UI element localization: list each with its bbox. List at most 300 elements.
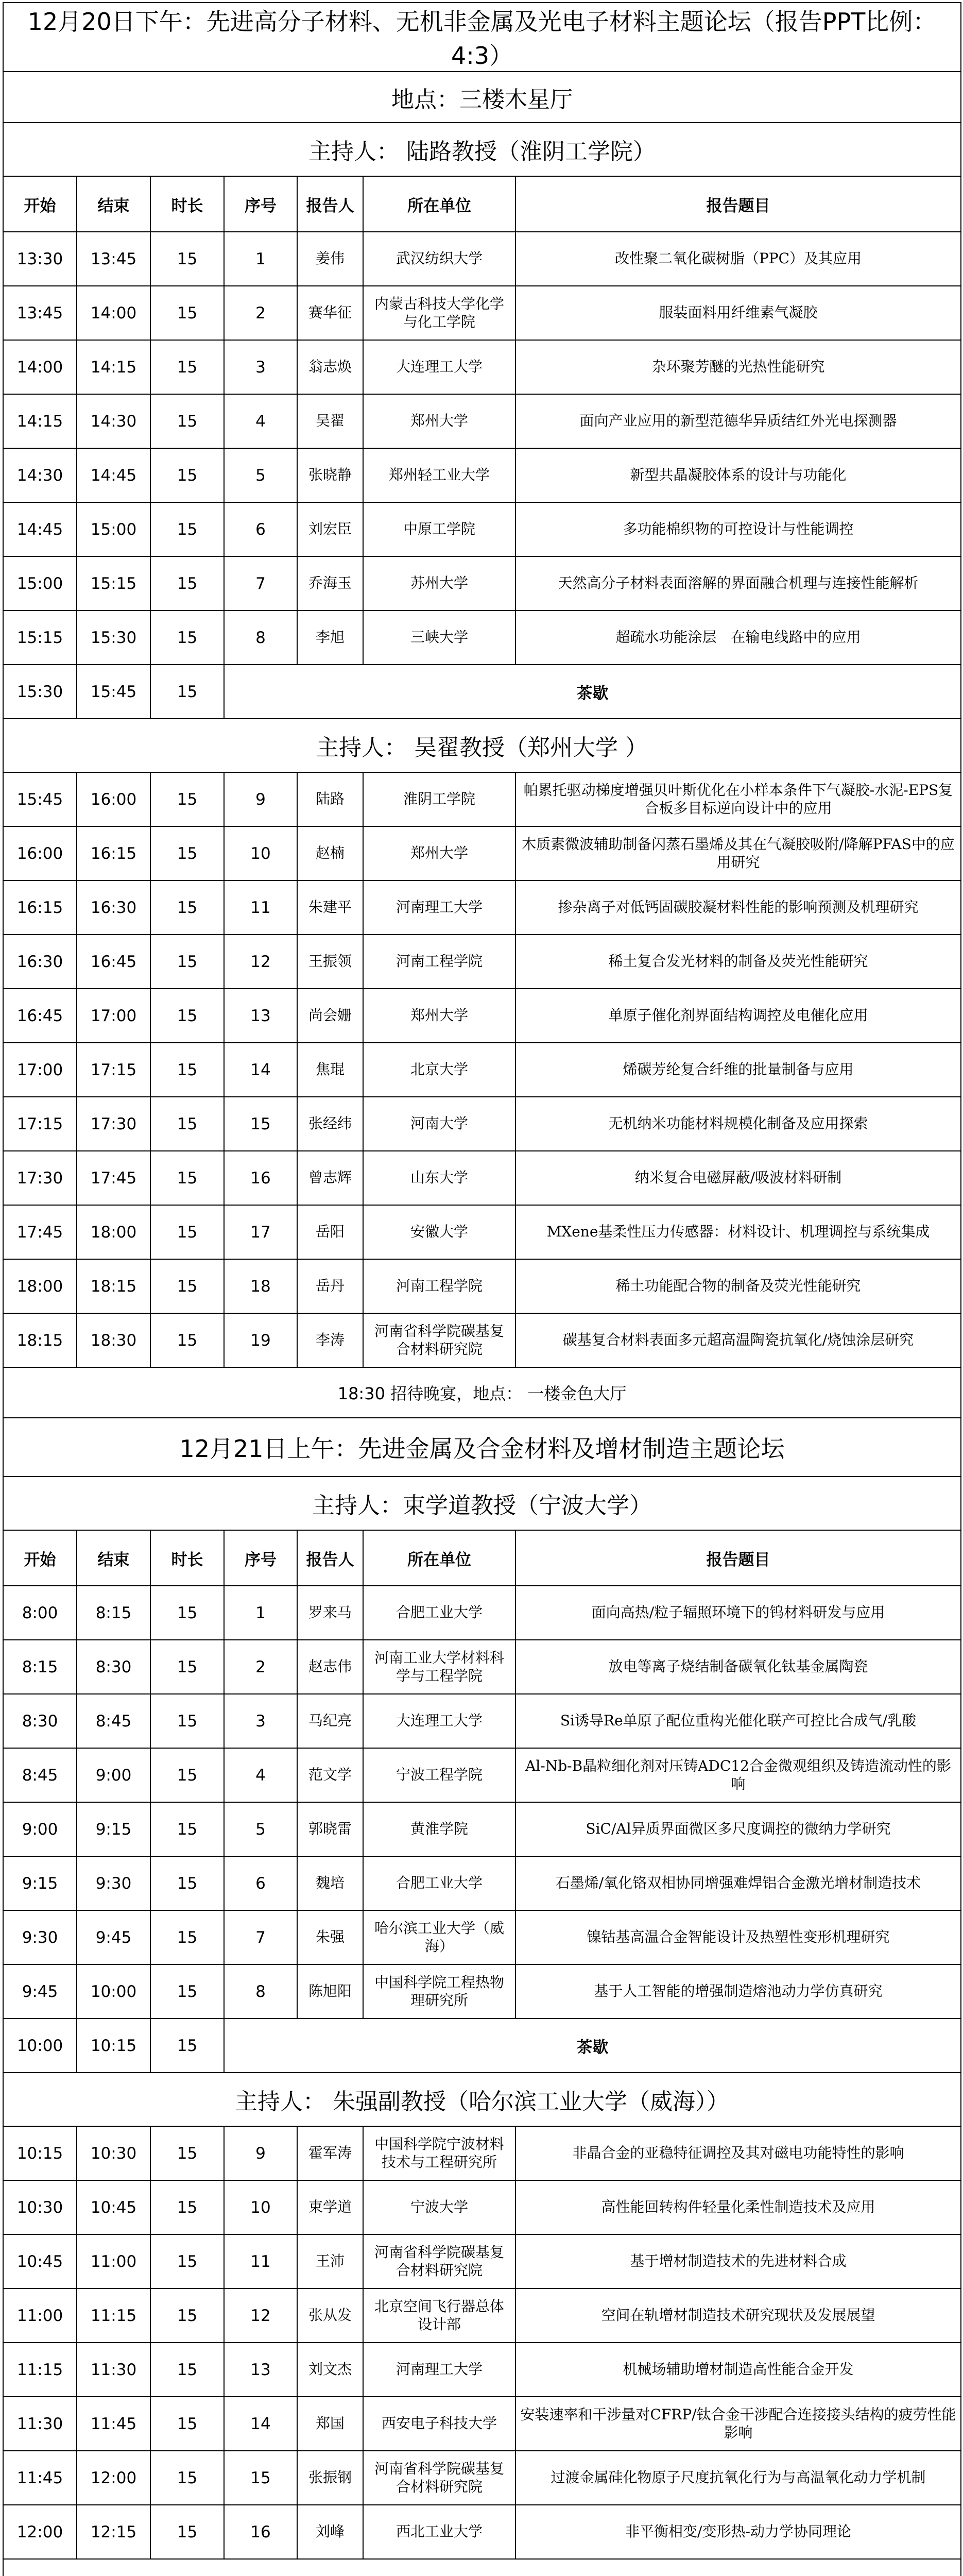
speaker-name: 陈旭阳 — [297, 1964, 363, 2019]
speaker-name: 李旭 — [297, 611, 363, 665]
talk-topic: 非晶合金的亚稳特征调控及其对磁电功能特性的影响 — [515, 2126, 961, 2180]
talk-number: 5 — [224, 1802, 297, 1856]
start-time: 14:30 — [3, 448, 77, 502]
table-row — [3, 1640, 961, 1694]
duration: 15 — [150, 1151, 224, 1205]
start-time: 14:45 — [3, 502, 77, 556]
speaker-name: 吴翟 — [297, 394, 363, 448]
duration: 15 — [150, 2289, 224, 2343]
break-row — [3, 2019, 961, 2073]
column-header-end: 结束 — [77, 176, 150, 232]
organization: 武汉纺织大学 — [363, 232, 515, 286]
speaker-name: 王沛 — [297, 2234, 363, 2289]
talk-topic: 稀土功能配合物的制备及荧光性能研究 — [515, 1259, 961, 1313]
start-time: 17:15 — [3, 1097, 77, 1151]
speaker-name: 郭晓雷 — [297, 1802, 363, 1856]
talk-topic: 碳基复合材料表面多元超高温陶瓷抗氧化/烧蚀涂层研究 — [515, 1313, 961, 1367]
speaker-name: 翁志焕 — [297, 340, 363, 394]
talk-topic: 面向高热/粒子辐照环境下的钨材料研发与应用 — [515, 1586, 961, 1640]
column-header-topic: 报告题目 — [515, 1530, 961, 1586]
speaker-name: 束学道 — [297, 2180, 363, 2234]
talk-topic: 纳米复合电磁屏蔽/吸波材料研制 — [515, 1151, 961, 1205]
end-time: 14:30 — [77, 394, 150, 448]
organization: 河南工程学院 — [363, 935, 515, 989]
duration: 15 — [150, 1802, 224, 1856]
speaker-name: 朱强 — [297, 1910, 363, 1964]
speaker-name: 焦琨 — [297, 1043, 363, 1097]
end-time: 9:45 — [77, 1910, 150, 1964]
end-time: 11:00 — [77, 2234, 150, 2289]
organization: 淮阴工学院 — [363, 772, 515, 826]
start-time: 13:45 — [3, 286, 77, 340]
talk-number: 15 — [224, 2451, 297, 2505]
forum-title: 12月20日下午：先进高分子材料、无机非金属及光电子材料主题论坛（报告PPT比例：4:3） — [3, 3, 961, 72]
organization: 三峡大学 — [363, 611, 515, 665]
talk-number: 10 — [224, 2180, 297, 2234]
speaker-name: 刘宏臣 — [297, 502, 363, 556]
speaker-name: 陆路 — [297, 772, 363, 826]
column-header-row — [3, 1530, 961, 1586]
duration: 15 — [150, 935, 224, 989]
column-header-speaker: 报告人 — [297, 176, 363, 232]
talk-topic: 杂环聚芳醚的光热性能研究 — [515, 340, 961, 394]
organization: 合肥工业大学 — [363, 1856, 515, 1910]
duration: 15 — [150, 880, 224, 935]
table-row — [3, 611, 961, 665]
end-time: 8:30 — [77, 1640, 150, 1694]
speaker-name: 赵楠 — [297, 826, 363, 880]
talk-topic: 安装速率和干涉量对CFRP/钛合金干涉配合连接接头结构的疲劳性能影响 — [515, 2397, 961, 2451]
talk-number: 6 — [224, 502, 297, 556]
break-row — [3, 665, 961, 719]
table-row — [3, 989, 961, 1043]
talk-number: 10 — [224, 826, 297, 880]
speaker-name: 魏培 — [297, 1856, 363, 1910]
organization: 中国科学院宁波材料技术与工程研究所 — [363, 2126, 515, 2180]
organization: 河南省科学院碳基复合材料研究院 — [363, 2451, 515, 2505]
talk-topic: 放电等离子烧结制备碳氧化钛基金属陶瓷 — [515, 1640, 961, 1694]
talk-number: 11 — [224, 880, 297, 935]
duration: 15 — [150, 2019, 224, 2073]
duration: 15 — [150, 286, 224, 340]
end-time: 8:45 — [77, 1694, 150, 1748]
table-row — [3, 1964, 961, 2019]
start-time: 9:00 — [3, 1802, 77, 1856]
table-row — [3, 2234, 961, 2289]
talk-topic: 帕累托驱动梯度增强贝叶斯优化在小样本条件下气凝胶-水泥-EPS复合板多目标逆向设计中的应用 — [515, 772, 961, 826]
start-time: 15:00 — [3, 556, 77, 611]
end-time: 17:00 — [77, 989, 150, 1043]
duration: 15 — [150, 2234, 224, 2289]
session-host: 主持人： 朱强副教授（哈尔滨工业大学（威海）） — [3, 2073, 961, 2126]
start-time: 16:30 — [3, 935, 77, 989]
column-header-organization: 所在单位 — [363, 176, 515, 232]
start-time: 9:45 — [3, 1964, 77, 2019]
speaker-name: 岳阳 — [297, 1205, 363, 1259]
duration: 15 — [150, 1259, 224, 1313]
talk-topic: 木质素微波辅助制备闪蒸石墨烯及其在气凝胶吸附/降解PFAS中的应用研究 — [515, 826, 961, 880]
end-time: 16:45 — [77, 935, 150, 989]
duration: 15 — [150, 1910, 224, 1964]
speaker-name: 张晓静 — [297, 448, 363, 502]
start-time: 17:00 — [3, 1043, 77, 1097]
end-time: 18:00 — [77, 1205, 150, 1259]
table-row — [3, 1151, 961, 1205]
talk-topic: 非平衡相变/变形热-动力学协同理论 — [515, 2505, 961, 2559]
duration: 15 — [150, 1748, 224, 1802]
organization: 河南省科学院碳基复合材料研究院 — [363, 1313, 515, 1367]
start-time: 15:45 — [3, 772, 77, 826]
speaker-name: 张振钢 — [297, 2451, 363, 2505]
start-time: 17:45 — [3, 1205, 77, 1259]
organization: 郑州大学 — [363, 826, 515, 880]
duration: 15 — [150, 2451, 224, 2505]
organization: 河南省科学院碳基复合材料研究院 — [363, 2234, 515, 2289]
talk-number: 3 — [224, 1694, 297, 1748]
session-host: 主持人： 陆路教授（淮阴工学院） — [3, 123, 961, 176]
organization: 郑州轻工业大学 — [363, 448, 515, 502]
table-row — [3, 2397, 961, 2451]
table-row — [3, 2180, 961, 2234]
talk-topic: 掺杂离子对低钙固碳胶凝材料性能的影响预测及机理研究 — [515, 880, 961, 935]
table-row — [3, 2126, 961, 2180]
duration: 15 — [150, 665, 224, 719]
end-time: 15:15 — [77, 556, 150, 611]
start-time: 16:45 — [3, 989, 77, 1043]
duration: 15 — [150, 1205, 224, 1259]
end-time: 10:15 — [77, 2019, 150, 2073]
column-header-duration: 时长 — [150, 176, 224, 232]
start-time: 18:00 — [3, 1259, 77, 1313]
talk-topic: 机械场辅助增材制造高性能合金开发 — [515, 2343, 961, 2397]
talk-number: 13 — [224, 2343, 297, 2397]
speaker-name: 张经纬 — [297, 1097, 363, 1151]
table-row — [3, 935, 961, 989]
column-header-start: 开始 — [3, 1530, 77, 1586]
start-time: 14:00 — [3, 340, 77, 394]
table-row — [3, 394, 961, 448]
talk-number: 8 — [224, 611, 297, 665]
duration: 15 — [150, 2343, 224, 2397]
table-row — [3, 2505, 961, 2559]
column-header-number: 序号 — [224, 1530, 297, 1586]
talk-number: 16 — [224, 1151, 297, 1205]
table-row — [3, 2343, 961, 2397]
tea-break-label: 茶歇 — [224, 2019, 961, 2073]
organization: 郑州大学 — [363, 989, 515, 1043]
talk-number: 12 — [224, 935, 297, 989]
start-time: 10:15 — [3, 2126, 77, 2180]
session-host-row — [3, 1477, 961, 1530]
end-time: 11:30 — [77, 2343, 150, 2397]
start-time: 16:15 — [3, 880, 77, 935]
duration: 15 — [150, 340, 224, 394]
talk-number: 14 — [224, 2397, 297, 2451]
end-time: 16:00 — [77, 772, 150, 826]
talk-number: 1 — [224, 1586, 297, 1640]
start-time: 11:15 — [3, 2343, 77, 2397]
duration: 15 — [150, 2397, 224, 2451]
duration: 15 — [150, 1586, 224, 1640]
talk-number: 9 — [224, 772, 297, 826]
duration: 15 — [150, 2126, 224, 2180]
start-time: 8:30 — [3, 1694, 77, 1748]
talk-number: 17 — [224, 1205, 297, 1259]
table-row — [3, 826, 961, 880]
duration: 15 — [150, 2180, 224, 2234]
talk-topic: 新型共晶凝胶体系的设计与功能化 — [515, 448, 961, 502]
end-time: 8:15 — [77, 1586, 150, 1640]
table-row — [3, 772, 961, 826]
column-header-number: 序号 — [224, 176, 297, 232]
talk-topic: 服装面料用纤维素气凝胶 — [515, 286, 961, 340]
talk-number: 19 — [224, 1313, 297, 1367]
duration: 15 — [150, 1856, 224, 1910]
table-row — [3, 880, 961, 935]
end-time: 10:45 — [77, 2180, 150, 2234]
start-time: 14:15 — [3, 394, 77, 448]
end-time: 10:30 — [77, 2126, 150, 2180]
organization: 河南理工大学 — [363, 880, 515, 935]
duration: 15 — [150, 611, 224, 665]
session-host-row — [3, 123, 961, 176]
organization: 河南理工大学 — [363, 2343, 515, 2397]
start-time: 9:15 — [3, 1856, 77, 1910]
end-time: 17:15 — [77, 1043, 150, 1097]
column-header-topic: 报告题目 — [515, 176, 961, 232]
speaker-name: 王振领 — [297, 935, 363, 989]
end-time: 14:00 — [77, 286, 150, 340]
end-time: 12:15 — [77, 2505, 150, 2559]
end-time: 11:45 — [77, 2397, 150, 2451]
start-time: 8:00 — [3, 1586, 77, 1640]
end-time: 15:00 — [77, 502, 150, 556]
end-time: 14:45 — [77, 448, 150, 502]
speaker-name: 罗来马 — [297, 1586, 363, 1640]
talk-topic: Si诱导Re单原子配位重构光催化联产可控比合成气/乳酸 — [515, 1694, 961, 1748]
start-time: 11:45 — [3, 2451, 77, 2505]
duration: 15 — [150, 1640, 224, 1694]
table-row — [3, 448, 961, 502]
talk-number: 8 — [224, 1964, 297, 2019]
column-header-duration: 时长 — [150, 1530, 224, 1586]
table-row — [3, 502, 961, 556]
speaker-name: 尚会姗 — [297, 989, 363, 1043]
table-row — [3, 1313, 961, 1367]
duration: 15 — [150, 772, 224, 826]
duration: 15 — [150, 1313, 224, 1367]
talk-number: 7 — [224, 556, 297, 611]
dinner-note: 18:30 招待晚宴，地点： 一楼金色大厅 — [3, 1367, 961, 1418]
start-time: 9:30 — [3, 1910, 77, 1964]
session-host-row — [3, 719, 961, 772]
table-row — [3, 1205, 961, 1259]
end-time: 11:15 — [77, 2289, 150, 2343]
organization: 西安电子科技大学 — [363, 2397, 515, 2451]
duration: 15 — [150, 1043, 224, 1097]
session-host: 主持人：束学道教授（宁波大学） — [3, 1477, 961, 1530]
forum-title: 12月21日上午：先进金属及合金材料及增材制造主题论坛 — [3, 1418, 961, 1477]
talk-number: 1 — [224, 232, 297, 286]
speaker-name: 刘文杰 — [297, 2343, 363, 2397]
talk-number: 2 — [224, 1640, 297, 1694]
organization: 宁波工程学院 — [363, 1748, 515, 1802]
duration: 15 — [150, 394, 224, 448]
dinner-note-row — [3, 1367, 961, 1418]
organization: 西北工业大学 — [363, 2505, 515, 2559]
end-time: 12:00 — [77, 2451, 150, 2505]
start-time: 8:15 — [3, 1640, 77, 1694]
talk-number: 3 — [224, 340, 297, 394]
talk-topic: 空间在轨增材制造技术研究现状及发展展望 — [515, 2289, 961, 2343]
talk-number: 7 — [224, 1910, 297, 1964]
organization: 中国科学院工程热物理研究所 — [363, 1964, 515, 2019]
talk-topic: SiC/Al异质界面微区多尺度调控的微纳力学研究 — [515, 1802, 961, 1856]
organization: 河南工业大学材料科学与工程学院 — [363, 1640, 515, 1694]
duration: 15 — [150, 1964, 224, 2019]
end-time: 16:30 — [77, 880, 150, 935]
start-time: 16:00 — [3, 826, 77, 880]
session-host-row — [3, 2073, 961, 2126]
session-host: 主持人： 吴翟教授（郑州大学 ） — [3, 719, 961, 772]
end-time: 10:00 — [77, 1964, 150, 2019]
talk-number: 11 — [224, 2234, 297, 2289]
organization: 河南大学 — [363, 1097, 515, 1151]
duration: 15 — [150, 1097, 224, 1151]
organization: 宁波大学 — [363, 2180, 515, 2234]
talk-topic: Al-Nb-B晶粒细化剂对压铸ADC12合金微观组织及铸造流动性的影响 — [515, 1748, 961, 1802]
column-header-row — [3, 176, 961, 232]
talk-topic: 天然高分子材料表面溶解的界面融合机理与连接性能解析 — [515, 556, 961, 611]
speaker-name: 赵志伟 — [297, 1640, 363, 1694]
speaker-name: 乔海玉 — [297, 556, 363, 611]
talk-number: 6 — [224, 1856, 297, 1910]
lunch-note — [3, 2559, 961, 2576]
organization: 大连理工大学 — [363, 1694, 515, 1748]
speaker-name: 曾志辉 — [297, 1151, 363, 1205]
start-time: 18:15 — [3, 1313, 77, 1367]
organization: 大连理工大学 — [363, 340, 515, 394]
table-row — [3, 232, 961, 286]
talk-topic: 过渡金属硅化物原子尺度抗氧化行为与高温氧化动力学机制 — [515, 2451, 961, 2505]
duration: 15 — [150, 556, 224, 611]
table-row — [3, 1259, 961, 1313]
talk-topic: 无机纳米功能材料规模化制备及应用探索 — [515, 1097, 961, 1151]
lunch-note-row — [3, 2559, 961, 2576]
table-row — [3, 340, 961, 394]
duration: 15 — [150, 2505, 224, 2559]
start-time: 11:00 — [3, 2289, 77, 2343]
talk-number: 9 — [224, 2126, 297, 2180]
speaker-name: 范文学 — [297, 1748, 363, 1802]
duration: 15 — [150, 448, 224, 502]
talk-number: 18 — [224, 1259, 297, 1313]
start-time: 12:00 — [3, 2505, 77, 2559]
location-row — [3, 72, 961, 123]
organization: 北京空间飞行器总体设计部 — [363, 2289, 515, 2343]
talk-number: 15 — [224, 1097, 297, 1151]
talk-topic: 基于人工智能的增强制造熔池动力学仿真研究 — [515, 1964, 961, 2019]
organization: 安徽大学 — [363, 1205, 515, 1259]
talk-number: 13 — [224, 989, 297, 1043]
end-time: 14:15 — [77, 340, 150, 394]
start-time: 8:45 — [3, 1748, 77, 1802]
start-time: 10:00 — [3, 2019, 77, 2073]
talk-number: 4 — [224, 1748, 297, 1802]
talk-topic: 高性能回转构件轻量化柔性制造技术及应用 — [515, 2180, 961, 2234]
start-time: 15:30 — [3, 665, 77, 719]
start-time: 15:15 — [3, 611, 77, 665]
tea-break-label: 茶歇 — [224, 665, 961, 719]
speaker-name: 赛华征 — [297, 286, 363, 340]
talk-number: 14 — [224, 1043, 297, 1097]
organization: 中原工学院 — [363, 502, 515, 556]
end-time: 18:15 — [77, 1259, 150, 1313]
column-header-end: 结束 — [77, 1530, 150, 1586]
talk-topic: 多功能棉织物的可控设计与性能调控 — [515, 502, 961, 556]
table-row — [3, 556, 961, 611]
table-row — [3, 1748, 961, 1802]
end-time: 15:30 — [77, 611, 150, 665]
organization: 山东大学 — [363, 1151, 515, 1205]
talk-topic: 面向产业应用的新型范德华异质结红外光电探测器 — [515, 394, 961, 448]
table-row — [3, 1586, 961, 1640]
speaker-name: 郑国 — [297, 2397, 363, 2451]
table-row — [3, 286, 961, 340]
table-row — [3, 1802, 961, 1856]
start-time: 13:30 — [3, 232, 77, 286]
forum-title-row — [3, 1418, 961, 1477]
end-time: 18:30 — [77, 1313, 150, 1367]
end-time: 13:45 — [77, 232, 150, 286]
talk-number: 12 — [224, 2289, 297, 2343]
talk-topic: 石墨烯/氧化铬双相协同增强难焊铝合金激光增材制造技术 — [515, 1856, 961, 1910]
speaker-name: 姜伟 — [297, 232, 363, 286]
organization: 河南工程学院 — [363, 1259, 515, 1313]
table-row — [3, 1043, 961, 1097]
table-row — [3, 1694, 961, 1748]
location: 地点：三楼木星厅 — [3, 72, 961, 123]
talk-number: 16 — [224, 2505, 297, 2559]
start-time: 10:30 — [3, 2180, 77, 2234]
duration: 15 — [150, 502, 224, 556]
start-time: 17:30 — [3, 1151, 77, 1205]
organization: 苏州大学 — [363, 556, 515, 611]
speaker-name: 朱建平 — [297, 880, 363, 935]
column-header-speaker: 报告人 — [297, 1530, 363, 1586]
speaker-name: 刘峰 — [297, 2505, 363, 2559]
forum-title-row — [3, 3, 961, 72]
end-time: 9:15 — [77, 1802, 150, 1856]
column-header-start: 开始 — [3, 176, 77, 232]
speaker-name: 霍军涛 — [297, 2126, 363, 2180]
talk-topic: 基于增材制造技术的先进材料合成 — [515, 2234, 961, 2289]
table-row — [3, 1097, 961, 1151]
duration: 15 — [150, 1694, 224, 1748]
talk-topic: 超疏水功能涂层 在输电线路中的应用 — [515, 611, 961, 665]
table-row — [3, 2451, 961, 2505]
talk-number: 5 — [224, 448, 297, 502]
end-time: 16:15 — [77, 826, 150, 880]
duration: 15 — [150, 826, 224, 880]
talk-topic: 改性聚二氧化碳树脂（PPC）及其应用 — [515, 232, 961, 286]
duration: 15 — [150, 232, 224, 286]
schedule-table — [3, 2, 961, 2576]
speaker-name: 马纪亮 — [297, 1694, 363, 1748]
end-time: 9:00 — [77, 1748, 150, 1802]
start-time: 10:45 — [3, 2234, 77, 2289]
speaker-name: 李涛 — [297, 1313, 363, 1367]
